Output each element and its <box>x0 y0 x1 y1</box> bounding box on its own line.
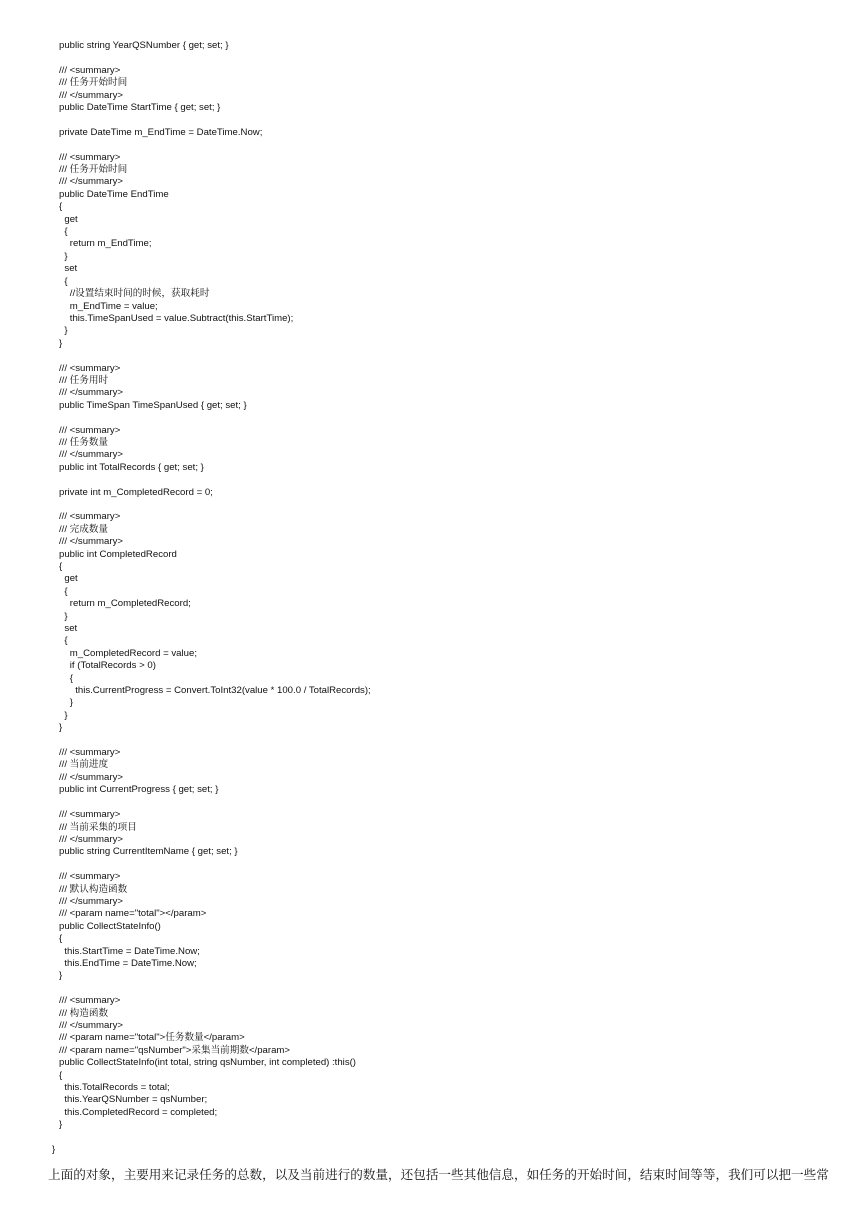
code-line: private int m_CompletedRecord = 0; <box>59 486 213 498</box>
code-line: /// <param name="total">任务数量</param> <box>59 1032 245 1044</box>
code-line: /// 完成数量 <box>59 523 109 535</box>
code-line: { <box>64 635 68 647</box>
code-line: { <box>59 1069 63 1081</box>
code-line: public int TotalRecords { get; set; } <box>59 461 204 473</box>
code-line: /// 任务用时 <box>59 374 109 386</box>
code-line: public TimeSpan TimeSpanUsed { get; set; } <box>59 399 247 411</box>
code-line: /// 构造函数 <box>59 1007 109 1019</box>
code-line: //设置结束时间的时候，获取耗时 <box>69 288 210 300</box>
code-line: { <box>59 201 63 213</box>
code-line: public DateTime EndTime <box>59 188 169 200</box>
code-line: /// </summary> <box>59 536 123 548</box>
code-line: /// 当前采集的项目 <box>59 821 137 833</box>
code-line: /// <summary> <box>59 151 121 163</box>
code-line: } <box>69 697 74 709</box>
code-line: /// 任务数量 <box>59 436 109 448</box>
code-line: this.StartTime = DateTime.Now; <box>64 945 200 957</box>
code-line: this.CompletedRecord = completed; <box>64 1106 218 1118</box>
code-line: } <box>59 337 63 349</box>
code-line: { <box>69 672 74 684</box>
code-line: } <box>59 970 63 982</box>
code-line: /// 任务开始时间 <box>59 77 128 89</box>
code-line: set <box>64 623 78 635</box>
code-line: public int CurrentProgress { get; set; } <box>59 784 219 796</box>
code-line: /// <summary> <box>59 871 121 883</box>
code-line: public string CurrentItemName { get; set; } <box>59 846 238 858</box>
code-line: /// 任务开始时间 <box>59 164 128 176</box>
code-line: return m_CompletedRecord; <box>69 598 191 610</box>
code-line: if (TotalRecords > 0) <box>69 660 156 672</box>
code-line: private DateTime m_EndTime = DateTime.Now; <box>59 126 263 138</box>
code-line: /// </summary> <box>59 771 123 783</box>
code-line: } <box>59 1119 63 1131</box>
code-line: public string YearQSNumber { get; set; } <box>59 40 229 51</box>
code-line: public int CompletedRecord <box>59 548 177 560</box>
code-line: } <box>64 709 68 721</box>
code-line: this.CurrentProgress = Convert.ToInt32(value * 100.0 / TotalRecords); <box>75 685 371 697</box>
code-line: /// </summary> <box>59 1019 123 1031</box>
code-line: get <box>64 573 78 585</box>
code-line: { <box>64 275 68 287</box>
code-line: /// </summary> <box>59 833 123 845</box>
code-line: /// <param name="total"></param> <box>59 908 207 920</box>
code-line: /// 当前进度 <box>59 759 109 771</box>
code-line: /// </summary> <box>59 449 123 461</box>
code-line: /// </summary> <box>59 895 123 907</box>
code-line: /// </summary> <box>59 176 123 188</box>
code-line: /// <summary> <box>59 64 121 76</box>
code-line: this.TotalRecords = total; <box>64 1082 170 1094</box>
code-line: public CollectStateInfo() <box>59 920 161 932</box>
code-line: public CollectStateInfo(int total, string qsNumber, int completed) :this() <box>59 1057 357 1069</box>
code-line: this.EndTime = DateTime.Now; <box>64 957 197 969</box>
code-line: this.TimeSpanUsed = value.Subtract(this.StartTime); <box>69 312 294 324</box>
code-line: m_CompletedRecord = value; <box>69 647 197 659</box>
code-line: return m_EndTime; <box>69 238 152 250</box>
code-line: /// <summary> <box>59 747 121 759</box>
code-line: { <box>64 585 68 597</box>
code-line: /// <summary> <box>59 511 121 523</box>
body-paragraph: 上面的对象，主要用来记录任务的总数，以及当前进行的数量，还包括一些其他信息，如任务的开始时间，结束时间等等，我们可以把一些常 <box>48 1168 829 1182</box>
code-line: } <box>64 325 68 337</box>
code-line: this.YearQSNumber = qsNumber; <box>64 1094 208 1106</box>
code-line: /// </summary> <box>59 387 123 399</box>
code-line: { <box>64 226 68 238</box>
code-line: /// </summary> <box>59 89 123 101</box>
code-line: } <box>64 250 68 262</box>
code-line: set <box>64 263 78 275</box>
code-line: /// <summary> <box>59 809 121 821</box>
code-line: public DateTime StartTime { get; set; } <box>59 102 221 114</box>
code-line: } <box>52 1144 56 1156</box>
code-line: } <box>59 722 63 734</box>
code-line: /// 默认构造函数 <box>59 883 128 895</box>
code-line: { <box>59 561 63 572</box>
code-line: /// <summary> <box>59 424 121 436</box>
code-line: m_EndTime = value; <box>69 300 158 312</box>
code-line: } <box>64 610 68 622</box>
code-line: /// <summary> <box>59 362 121 374</box>
code-line: /// <param name="qsNumber">采集当前期数</param> <box>59 1044 291 1056</box>
code-line: /// <summary> <box>59 995 121 1007</box>
code-line: get <box>64 213 78 225</box>
code-line: { <box>59 933 63 945</box>
